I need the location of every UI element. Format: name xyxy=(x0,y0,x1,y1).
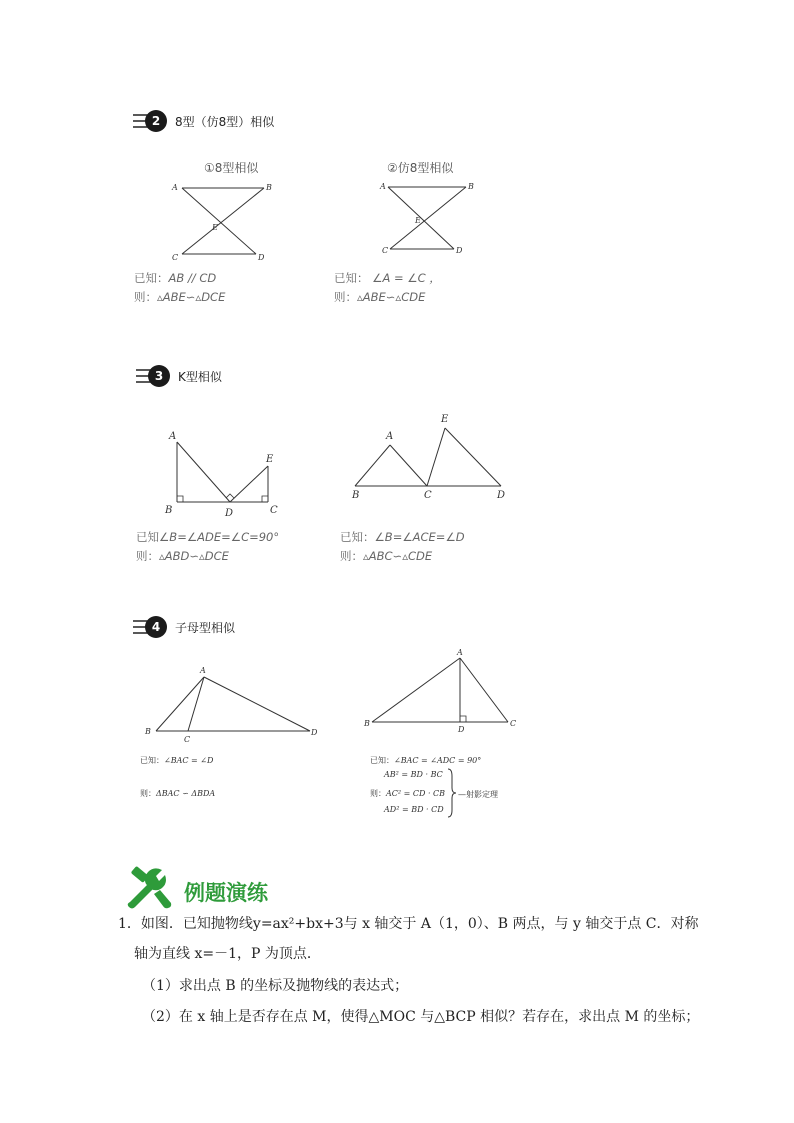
label-b: B xyxy=(165,505,173,516)
practice-title: 例题演练 xyxy=(184,880,268,905)
label-b: B xyxy=(145,727,151,736)
section-title: 8型（仿8型）相似 xyxy=(175,115,275,129)
label-e: E xyxy=(441,414,449,425)
label-a: A xyxy=(200,666,206,675)
given-condition: 已知：∠B=∠ACE=∠D xyxy=(340,530,465,544)
figure-caption: ①8型相似 xyxy=(204,161,259,175)
given-condition: 已知：AB // CD xyxy=(134,271,217,285)
figure-k-similar-right-angle xyxy=(160,420,290,520)
label-d: D xyxy=(311,728,318,737)
figure-quasi-8-similar xyxy=(376,180,486,260)
section-title: K型相似 xyxy=(178,370,222,384)
label-d: D xyxy=(456,246,463,255)
brace-icon xyxy=(447,768,457,818)
question-1-part-1: （1）求出点 B 的坐标及抛物线的表达式； xyxy=(142,978,409,994)
label-c: C xyxy=(424,490,432,501)
given-condition: 已知： ∠A = ∠C ， xyxy=(334,271,441,285)
label-d: D xyxy=(258,253,265,262)
given-condition: 已知：∠BAC = ∠ADC = 90° xyxy=(370,756,482,765)
label-c: C xyxy=(172,253,179,262)
conclusion: 则：▵ABC∽▵CDE xyxy=(340,549,433,563)
figure-caption: ②仿8型相似 xyxy=(387,161,454,175)
section-number-badge: 3 xyxy=(148,365,170,387)
label-b: B xyxy=(364,719,370,728)
section-title: 子母型相似 xyxy=(175,621,236,635)
question-1-part-2: （2）在 x 轴上是否存在点 M，使得△MOC 与△BCP 相似？若存在，求出点 M 的坐标； xyxy=(142,1009,700,1025)
label-b: B xyxy=(352,490,360,501)
tools-icon xyxy=(124,866,172,910)
label-b: B xyxy=(468,182,474,191)
label-d: D xyxy=(458,725,465,734)
label-c: C xyxy=(382,246,389,255)
label-c: C xyxy=(184,735,191,744)
label-b: B xyxy=(266,183,272,192)
label-c: C xyxy=(510,719,517,728)
label-a: A xyxy=(172,183,178,192)
given-condition: 已知∠B=∠ADE=∠C=90° xyxy=(136,530,280,544)
figure-mother-child-similar xyxy=(140,662,325,747)
figure-projection-theorem xyxy=(362,645,527,735)
label-a: A xyxy=(386,431,394,442)
conclusion: 则：▵ABD∽▵DCE xyxy=(136,549,229,563)
label-c: C xyxy=(270,505,278,516)
equation-3: AD² = BD · CD xyxy=(384,805,444,814)
equation-1: AB² = BD · BC xyxy=(384,770,443,779)
label-a: A xyxy=(169,431,177,442)
question-1-line-1: 1．如图．已知抛物线y=ax²+bx+3与 x 轴交于 A（1，0）、B 两点，与 y 轴交于点 C．对称 xyxy=(118,916,699,932)
equation-2: 则：AC² = CD · CB xyxy=(370,789,446,798)
section-number-badge: 2 xyxy=(145,110,167,132)
question-1-line-2: 轴为直线 x=－1，P 为顶点． xyxy=(134,946,321,962)
label-a: A xyxy=(380,182,386,191)
conclusion: 则：ΔBAC ∽ ΔBDA xyxy=(140,789,216,798)
label-e: E xyxy=(266,454,274,465)
label-d: D xyxy=(225,508,234,519)
figure-k-similar-general xyxy=(345,405,520,505)
section-number-badge: 4 xyxy=(145,616,167,638)
conclusion: 则：▵ABE∽▵DCE xyxy=(134,290,226,304)
theorem-name: —射影定理 xyxy=(458,790,498,799)
label-e: E xyxy=(415,216,421,225)
label-d: D xyxy=(497,490,506,501)
conclusion: 则：▵ABE∽▵CDE xyxy=(334,290,426,304)
given-condition: 已知：∠BAC = ∠D xyxy=(140,756,214,765)
label-e: E xyxy=(212,223,218,232)
figure-8-similar xyxy=(168,180,278,265)
label-a: A xyxy=(457,648,463,657)
